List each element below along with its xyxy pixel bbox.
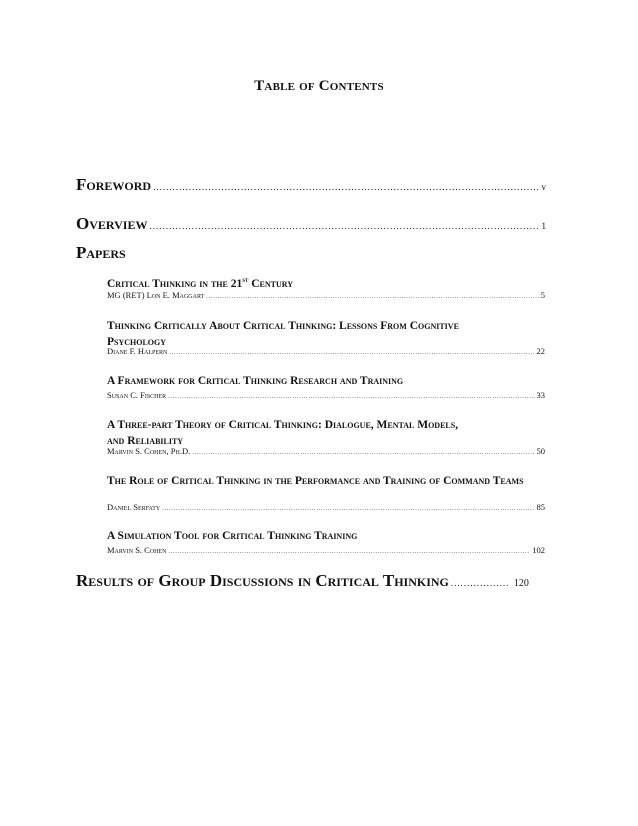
paper-author-row: [107, 545, 545, 555]
paper-author: MG (RET) Lon E. Maggart: [107, 290, 205, 300]
page-number: 85: [536, 502, 545, 512]
page-number: 22: [536, 346, 545, 356]
paper-title[interactable]: A Framework for Critical Thinking Research and Training: [107, 375, 404, 387]
paper-title[interactable]: Thinking Critically About Critical Thinking: Lessons From Cognitive Psychology: [107, 320, 459, 348]
toc-entry-foreword[interactable]: [76, 175, 546, 195]
entry-label: Foreword: [76, 175, 152, 194]
page-number: 1: [541, 221, 546, 231]
entry-label: Results of Group Discussions in Critical Thinking: [76, 571, 449, 590]
page-title: Table of Contents: [254, 78, 384, 94]
paper-title[interactable]: A Three-part Theory of Critical Thinking: Dialogue, Mental Models, and Reliability: [107, 419, 459, 447]
paper-author-row: [107, 502, 545, 512]
dot-leader: [192, 450, 534, 456]
page-number: 120: [513, 578, 529, 589]
dot-leader: [149, 221, 539, 231]
entry-label: Overview: [76, 214, 148, 233]
paper-author-row: [107, 446, 545, 456]
paper-title[interactable]: The Role of Critical Thinking in the Performance and Training of Command Teams: [107, 475, 524, 487]
paper-author-row: [107, 290, 545, 300]
page-number: 33: [536, 390, 545, 400]
paper-author: Susan C. Fischer: [107, 390, 167, 400]
paper-author: Diane F. Halpern: [107, 346, 168, 356]
page-number: 5: [540, 290, 545, 300]
paper-title[interactable]: A Simulation Tool for Critical Thinking Training: [107, 530, 358, 542]
paper-author: Marvin S. Cohen, Ph.D.: [107, 446, 191, 456]
dot-leader: [206, 294, 538, 300]
paper-author-row: [107, 346, 545, 356]
dot-leader: [169, 350, 534, 356]
dot-leader: [168, 394, 534, 400]
toc-entry-results[interactable]: [76, 571, 546, 591]
dot-leader: [162, 506, 534, 512]
toc-entry-overview[interactable]: [76, 214, 546, 234]
dot-leader: [451, 578, 508, 588]
page-number: v: [541, 182, 546, 192]
section-heading-papers: Papers: [76, 243, 126, 262]
paper-author: Daniel Serfaty: [107, 502, 161, 512]
paper-author-row: [107, 390, 545, 400]
dot-leader: [169, 549, 531, 555]
paper-title[interactable]: Critical Thinking in the 21st Century: [107, 276, 294, 290]
dot-leader: [153, 182, 539, 192]
page-number: 50: [536, 446, 545, 456]
paper-author: Marvin S. Cohen: [107, 545, 167, 555]
page-number: 102: [532, 545, 545, 555]
